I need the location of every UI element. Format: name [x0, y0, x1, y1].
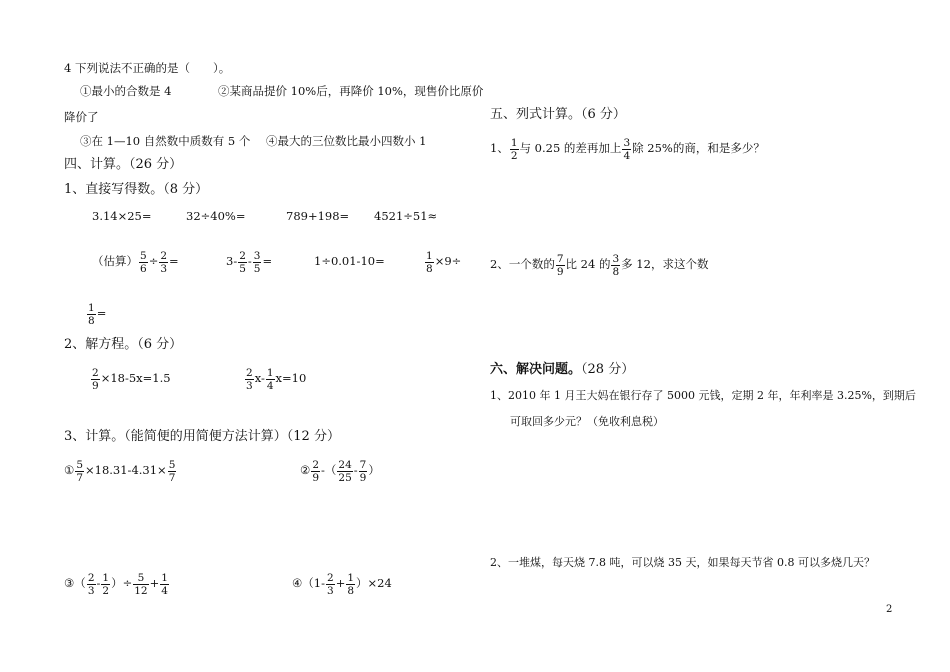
calc-item: 3.14×25=: [92, 209, 152, 223]
calc-item: $\frac{1}{8}$ =: [88, 301, 107, 327]
q4-stem: 4 下列说法不正确的是（ ）。: [64, 61, 231, 75]
fraction: $\frac{1}{2}$: [102, 571, 110, 597]
fraction: $\frac{1}{2}$: [510, 136, 518, 162]
fraction: $\frac{1}{4}$: [161, 571, 168, 597]
fraction: $\frac{5}{7}$: [76, 458, 83, 484]
calc-item-estimate: （估算） $\frac{5}{6}$ ÷ $\frac{2}{3}$ =: [92, 249, 179, 275]
fraction: $\frac{2}{3}$: [87, 571, 95, 597]
q4-option-3: ③在 1—10 自然数中质数有 5 个: [80, 134, 251, 148]
fraction: $\frac{5}{7}$: [168, 458, 176, 484]
subsection-3-title: 3、计算。（能简便的用简便方法计算）（12 分）: [64, 429, 340, 444]
problem-6-2: 2、一堆煤，每天烧 7.8 吨，可以烧 35 天，如果每天节省 0.8 可以多烧几天？: [490, 556, 875, 569]
q4-option-2: ②某商品提价 10%后，再降价 10%，现售价比原价: [218, 84, 484, 98]
calc-problem-1: ① $\frac{5}{7}$ ×18.31-4.31× $\frac{5}{7}$: [64, 458, 176, 484]
fraction: $\frac{1}{8}$: [88, 301, 95, 327]
fraction: $\frac{5}{6}$: [140, 249, 147, 275]
fraction: $\frac{3}{4}$: [623, 136, 631, 162]
fraction: $\frac{2}{3}$: [160, 249, 168, 275]
calc-problem-3: ③（ $\frac{2}{3}$ - $\frac{1}{2}$ ）÷ $\frac{5}{12}$ + $\frac{1}{4}$: [64, 571, 168, 597]
fraction: $\frac{3}{8}$: [612, 252, 620, 278]
page-number: 2: [886, 604, 893, 615]
calc-problem-2: ② $\frac{2}{9}$ -（ $\frac{24}{25}$ - $\frac{7}{9}$ ）: [300, 458, 380, 484]
problem-5-2: 2、一个数的 $\frac{7}{9}$ 比 24 的 $\frac{3}{8}$ 多 12，求这个数: [490, 252, 709, 278]
fraction: $\frac{2}{5}$: [239, 249, 246, 275]
fraction: $\frac{3}{5}$: [253, 249, 261, 275]
problem-5-1: 1、 $\frac{1}{2}$ 与 0.25 的差再加上 $\frac{3}{4}$ 除 25%的商，和是多少？: [490, 136, 765, 162]
fraction: $\frac{2}{3}$: [246, 366, 253, 392]
calc-item: 4521÷51≈: [374, 209, 438, 223]
fraction: $\frac{1}{8}$: [426, 249, 433, 275]
calc-item: 1÷0.01-10=: [314, 254, 385, 268]
subsection-2-title: 2、解方程。（6 分）: [64, 337, 183, 352]
q4-option-2-continued: 降价了: [64, 110, 99, 124]
fraction: $\frac{2}{9}$: [92, 366, 99, 392]
section-5-title: 五、列式计算。（6 分）: [490, 107, 626, 122]
problem-6-1-line-1: 1、2010 年 1 月王大妈在银行存了 5000 元钱，定期 2 年，年利率是 3.25%，到期后: [490, 389, 916, 402]
fraction: $\frac{2}{9}$: [312, 458, 319, 484]
fraction: $\frac{1}{8}$: [347, 571, 355, 597]
fraction: $\frac{7}{9}$: [556, 252, 564, 278]
fraction: $\frac{5}{12}$: [134, 571, 148, 597]
fraction: $\frac{24}{25}$: [338, 458, 352, 484]
equation-2: $\frac{2}{3}$ x- $\frac{1}{4}$ x=10: [246, 366, 307, 392]
calc-item: 789+198=: [286, 209, 350, 223]
q4-option-1: ①最小的合数是 4: [80, 84, 172, 98]
fraction: $\frac{1}{4}$: [266, 366, 274, 392]
subsection-1-title: 1、直接写得数。（8 分）: [64, 182, 209, 197]
fraction: $\frac{2}{3}$: [327, 571, 334, 597]
fraction: $\frac{7}{9}$: [359, 458, 367, 484]
q4-option-4: ④最大的三位数比最小四数小 1: [266, 134, 427, 148]
calc-item: 32÷40%=: [186, 209, 246, 223]
calc-problem-4: ④（1- $\frac{2}{3}$ + $\frac{1}{8}$ ）×24: [292, 571, 392, 597]
section-4-title: 四、计算。（26 分）: [64, 157, 183, 172]
problem-6-1-line-2: 可取回多少元？（免收利息税）: [510, 415, 664, 428]
equation-1: $\frac{2}{9}$ ×18-5x=1.5: [92, 366, 171, 392]
calc-item: $\frac{1}{8}$ ×9÷: [426, 249, 462, 275]
section-6-title: 六、解决问题。（28 分）: [490, 362, 635, 377]
calc-item: 3- $\frac{2}{5}$ - $\frac{3}{5}$ =: [226, 249, 273, 275]
